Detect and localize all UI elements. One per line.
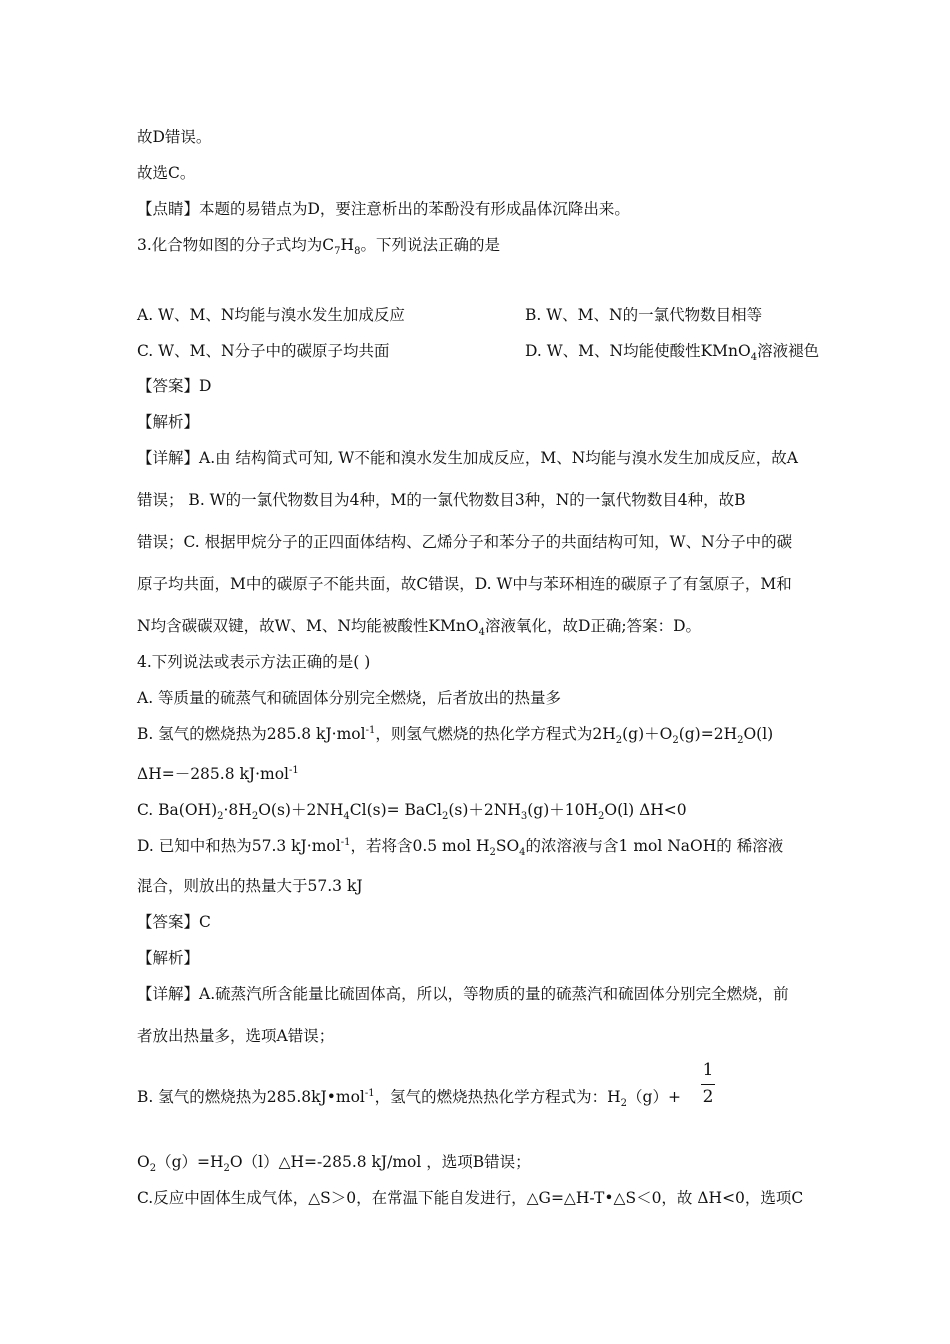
detail-3-line1: 【详解】A.由 结构简式可知, W不能和溴水发生加成反应，M、N均能与溴水发生加成反应，故A — [137, 449, 798, 467]
detail-4-line3: B. 氢气的燃烧热为285.8kJ•mol$^{-1}$，氢气的燃烧热热化学方程式为：$H_2(g)+$ — [137, 1087, 681, 1110]
option-3a: A. W、M、N均能与溴水发生加成反应 — [137, 306, 405, 324]
option-3c: C. W、M、N分子中的碳原子均共面 — [137, 342, 390, 360]
option-3b: B. W、M、N的一氯代物数目相等 — [525, 306, 763, 324]
option-4b: B. 氢气的燃烧热为285.8 kJ·mol$^{-1}$，则氢气燃烧的热化学方程式为$2H_2(g)+O_2(g)=2H_2O(l)$ — [137, 724, 774, 747]
question-4: 4.下列说法或表示方法正确的是( ) — [137, 653, 371, 671]
detail-4-line2: 者放出热量多，选项A错误； — [137, 1027, 335, 1045]
fraction-denominator: 2 — [702, 1087, 714, 1107]
analysis-3: 【解析】 — [137, 413, 200, 431]
detail-4-line4: $O_2(g)=H_2O(l)\triangle H=-285.8$ kJ/mol ，选项B错误； — [137, 1153, 531, 1175]
fraction-bar — [701, 1084, 715, 1085]
option-4d-cont: 混合，则放出的热量大于57.3 kJ — [137, 877, 363, 895]
detail-4-line1: 【详解】A.硫蒸汽所含能量比硫固体高，所以，等物质的量的硫蒸汽和硫固体分别完全燃烧，前 — [137, 985, 789, 1003]
option-4a: A. 等质量的硫蒸气和硫固体分别完全燃烧，后者放出的热量多 — [137, 689, 562, 707]
detail-3-line3: 错误；C. 根据甲烷分子的正四面体结构、乙烯分子和苯分子的共面结构可知，W、N分子中的碳 — [137, 533, 793, 551]
option-4d: D. 已知中和热为57.3 kJ·mol$^{-1}$，若将含0.5 mol $H_2SO_4$的浓溶液与含1 mol NaOH的 稀溶液 — [137, 836, 784, 859]
detail-3-line2: 错误； B. W的一氯代物数目为4种，M的一氯代物数目3种，N的一氯代物数目4种，故B — [137, 491, 746, 509]
detail-3-line4: 原子均共面，M中的碳原子不能共面，故C错误，D. W中与苯环相连的碳原子了有氢原子，M和 — [137, 575, 792, 593]
detail-3-line5: N均含碳碳双键，故W、M、N均能被酸性KMnO$_4$溶液氧化，故D正确;答案：D。 — [137, 617, 702, 639]
option-4b-cont: ΔH=－285.8 kJ·mol$^{-1}$ — [137, 764, 299, 783]
option-3d: D. W、M、N均能使酸性KMnO$_4$溶液褪色 — [525, 342, 820, 364]
option-4c: C. $Ba(OH)_2\cdot 8H_2O(s)+2NH_4Cl(s)=$ $BaCl_2(s)+2NH_3(g)+10H_2O(l)$ ΔH<0 — [137, 801, 687, 823]
fraction-numerator: 1 — [702, 1060, 714, 1080]
line-2: 故选C。 — [137, 164, 196, 182]
question-3: 3.化合物如图的分子式均为$C_7H_8$。下列说法正确的是 — [137, 236, 500, 258]
analysis-4: 【解析】 — [137, 949, 200, 967]
detail-4-line5: C.反应中固体生成气体，△S＞0，在常温下能自发进行，△G=△H-T•△S＜0，故 ΔH<0，选项C — [137, 1189, 804, 1207]
line-1: 故D错误。 — [137, 128, 212, 146]
answer-3: 【答案】D — [137, 377, 212, 395]
answer-4: 【答案】C — [137, 913, 211, 931]
note-dianjing: 【点睛】本题的易错点为D，要注意析出的苯酚没有形成晶体沉降出来。 — [137, 200, 630, 218]
